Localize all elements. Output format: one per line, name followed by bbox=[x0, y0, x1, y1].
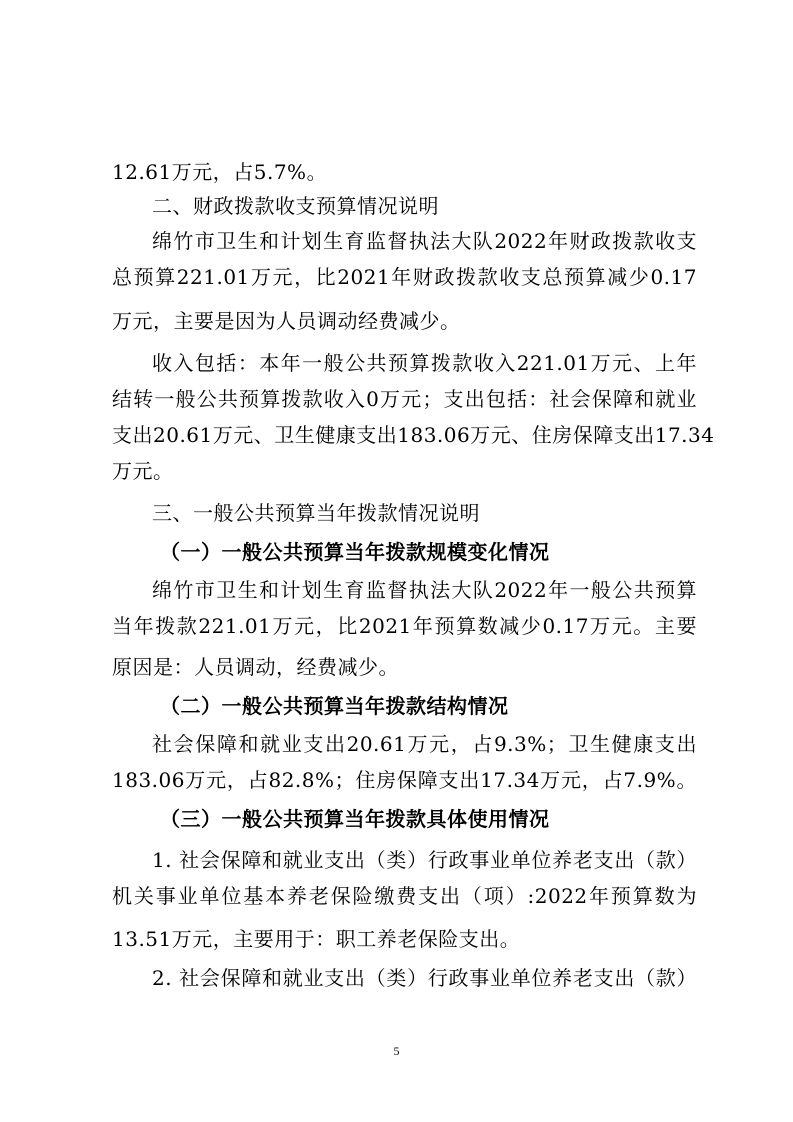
section-heading: 三、一般公共预算当年拨款情况说明 bbox=[152, 501, 480, 525]
text-line: 绵竹市卫生和计划生育监督执法大队2022年一般公共预算 bbox=[152, 578, 697, 602]
text-line: 当年拨款221.01万元，比2021年预算数减少0.17万元。主要 bbox=[112, 614, 697, 638]
text-line: 2. 社会保障和就业支出（类）行政事业单位养老支出（款） bbox=[152, 966, 697, 990]
text-line: 原因是：人员调动，经费减少。 bbox=[112, 655, 399, 679]
text-line: 1. 社会保障和就业支出（类）行政事业单位养老支出（款） bbox=[152, 848, 697, 872]
text-line: 社会保障和就业支出20.61万元，占9.3%；卫生健康支出 bbox=[152, 732, 697, 756]
subsection-heading: （一）一般公共预算当年拨款规模变化情况 bbox=[160, 540, 550, 564]
text-line: 12.61万元，占5.7%。 bbox=[112, 160, 328, 184]
text-line: 万元，主要是因为人员调动经费减少。 bbox=[112, 309, 461, 333]
text-line: 13.51万元，主要用于：职工养老保险支出。 bbox=[112, 927, 521, 951]
text-line: 万元。 bbox=[112, 459, 174, 483]
text-line: 机关事业单位基本养老保险缴费支出（项）:2022年预算数为 bbox=[112, 884, 697, 908]
text-line: 结转一般公共预算拨款收入0万元；支出包括：社会保障和就业 bbox=[112, 387, 697, 411]
text-line: 绵竹市卫生和计划生育监督执法大队2022年财政拨款收支 bbox=[152, 229, 697, 253]
text-line: 收入包括：本年一般公共预算拨款收入221.01万元、上年 bbox=[152, 351, 697, 375]
section-heading: 二、财政拨款收支预算情况说明 bbox=[152, 194, 439, 218]
subsection-heading: （三）一般公共预算当年拨款具体使用情况 bbox=[160, 807, 550, 831]
text-line: 总预算221.01万元，比2021年财政拨款收支总预算减少0.17 bbox=[112, 265, 697, 289]
text-line: 183.06万元，占82.8%；住房保障支出17.34万元，占7.9%。 bbox=[112, 768, 697, 792]
subsection-heading: （二）一般公共预算当年拨款结构情况 bbox=[160, 694, 509, 718]
page-number: 5 bbox=[393, 1044, 400, 1058]
text-line: 支出20.61万元、卫生健康支出183.06万元、住房保障支出17.34 bbox=[112, 423, 715, 447]
